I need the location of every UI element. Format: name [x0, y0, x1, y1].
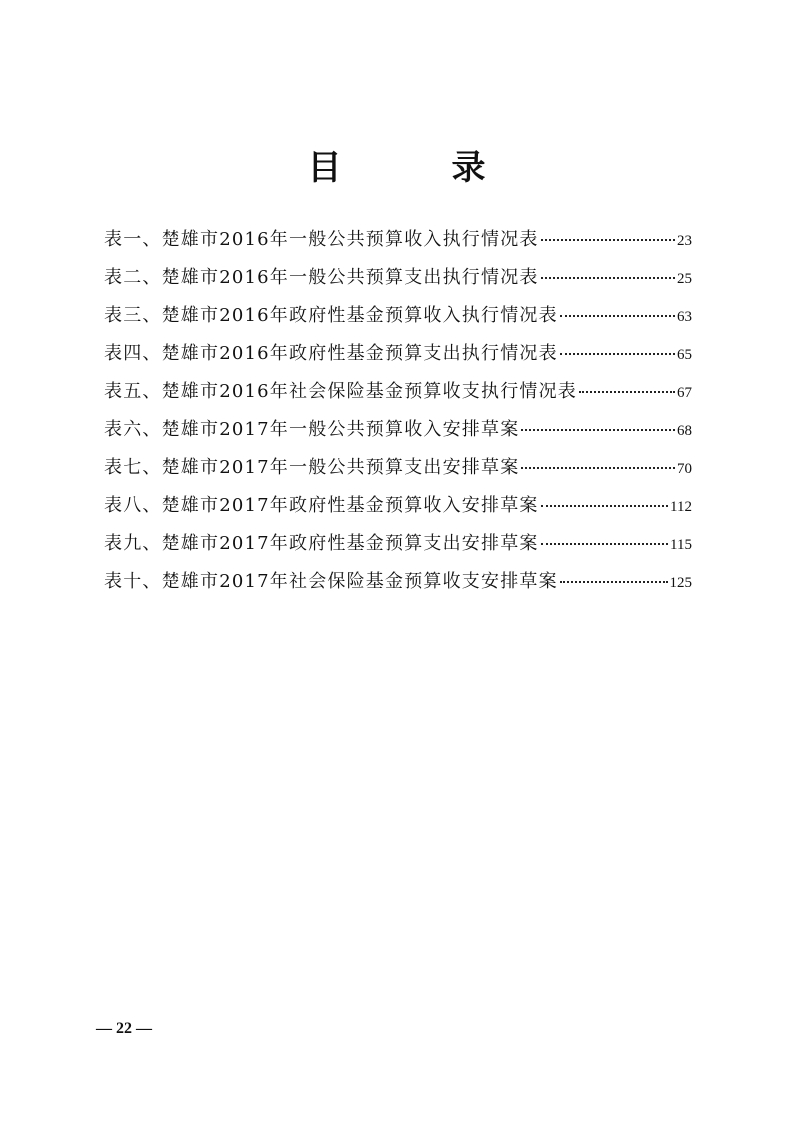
toc-entry-page: 70: [677, 461, 692, 477]
toc-entry[interactable]: [104, 452, 692, 490]
toc-entry-label: 表三、楚雄市2016年政府性基金预算收入执行情况表: [104, 305, 558, 326]
toc-leader-dots: [579, 389, 675, 393]
toc-leader-dots: [521, 465, 675, 469]
toc-leader-dots: [560, 351, 675, 355]
toc-entry-page: 112: [670, 499, 692, 515]
toc-entry[interactable]: [104, 262, 692, 300]
title-char-1: 目: [307, 148, 342, 188]
toc-entry-page: 63: [677, 309, 692, 325]
toc-entry-label: 表七、楚雄市2017年一般公共预算支出安排草案: [104, 457, 520, 478]
toc-leader-dots: [521, 427, 675, 431]
toc-entry[interactable]: [104, 566, 692, 604]
page-title: [0, 148, 793, 188]
toc-leader-dots: [560, 579, 668, 583]
table-of-contents: [104, 224, 692, 604]
page-number: — 22 —: [96, 1020, 152, 1037]
toc-entry-page: 115: [670, 537, 692, 553]
toc-leader-dots: [560, 313, 675, 317]
toc-entry[interactable]: [104, 338, 692, 376]
toc-entry[interactable]: [104, 300, 692, 338]
toc-entry-page: 125: [669, 575, 692, 591]
toc-entry-page: 23: [677, 233, 692, 249]
toc-entry-page: 68: [677, 423, 692, 439]
title-char-2: 录: [451, 148, 486, 188]
toc-leader-dots: [541, 503, 668, 507]
toc-entry[interactable]: [104, 376, 692, 414]
toc-entry[interactable]: [104, 490, 692, 528]
toc-entry-label: 表九、楚雄市2017年政府性基金预算支出安排草案: [104, 533, 539, 554]
toc-entry-label: 表一、楚雄市2016年一般公共预算收入执行情况表: [104, 229, 539, 250]
toc-leader-dots: [541, 275, 675, 279]
toc-leader-dots: [541, 541, 668, 545]
toc-entry[interactable]: [104, 224, 692, 262]
toc-entry-label: 表十、楚雄市2017年社会保险基金预算收支安排草案: [104, 571, 558, 592]
toc-entry[interactable]: [104, 414, 692, 452]
toc-leader-dots: [541, 237, 675, 241]
toc-entry-page: 25: [677, 271, 692, 287]
toc-entry-label: 表八、楚雄市2017年政府性基金预算收入安排草案: [104, 495, 539, 516]
toc-entry-label: 表六、楚雄市2017年一般公共预算收入安排草案: [104, 419, 520, 440]
toc-entry-label: 表四、楚雄市2016年政府性基金预算支出执行情况表: [104, 343, 558, 364]
toc-entry-page: 67: [677, 385, 692, 401]
toc-entry-label: 表五、楚雄市2016年社会保险基金预算收支执行情况表: [104, 381, 578, 402]
toc-entry[interactable]: [104, 528, 692, 566]
toc-entry-label: 表二、楚雄市2016年一般公共预算支出执行情况表: [104, 267, 539, 288]
toc-entry-page: 65: [677, 347, 692, 363]
